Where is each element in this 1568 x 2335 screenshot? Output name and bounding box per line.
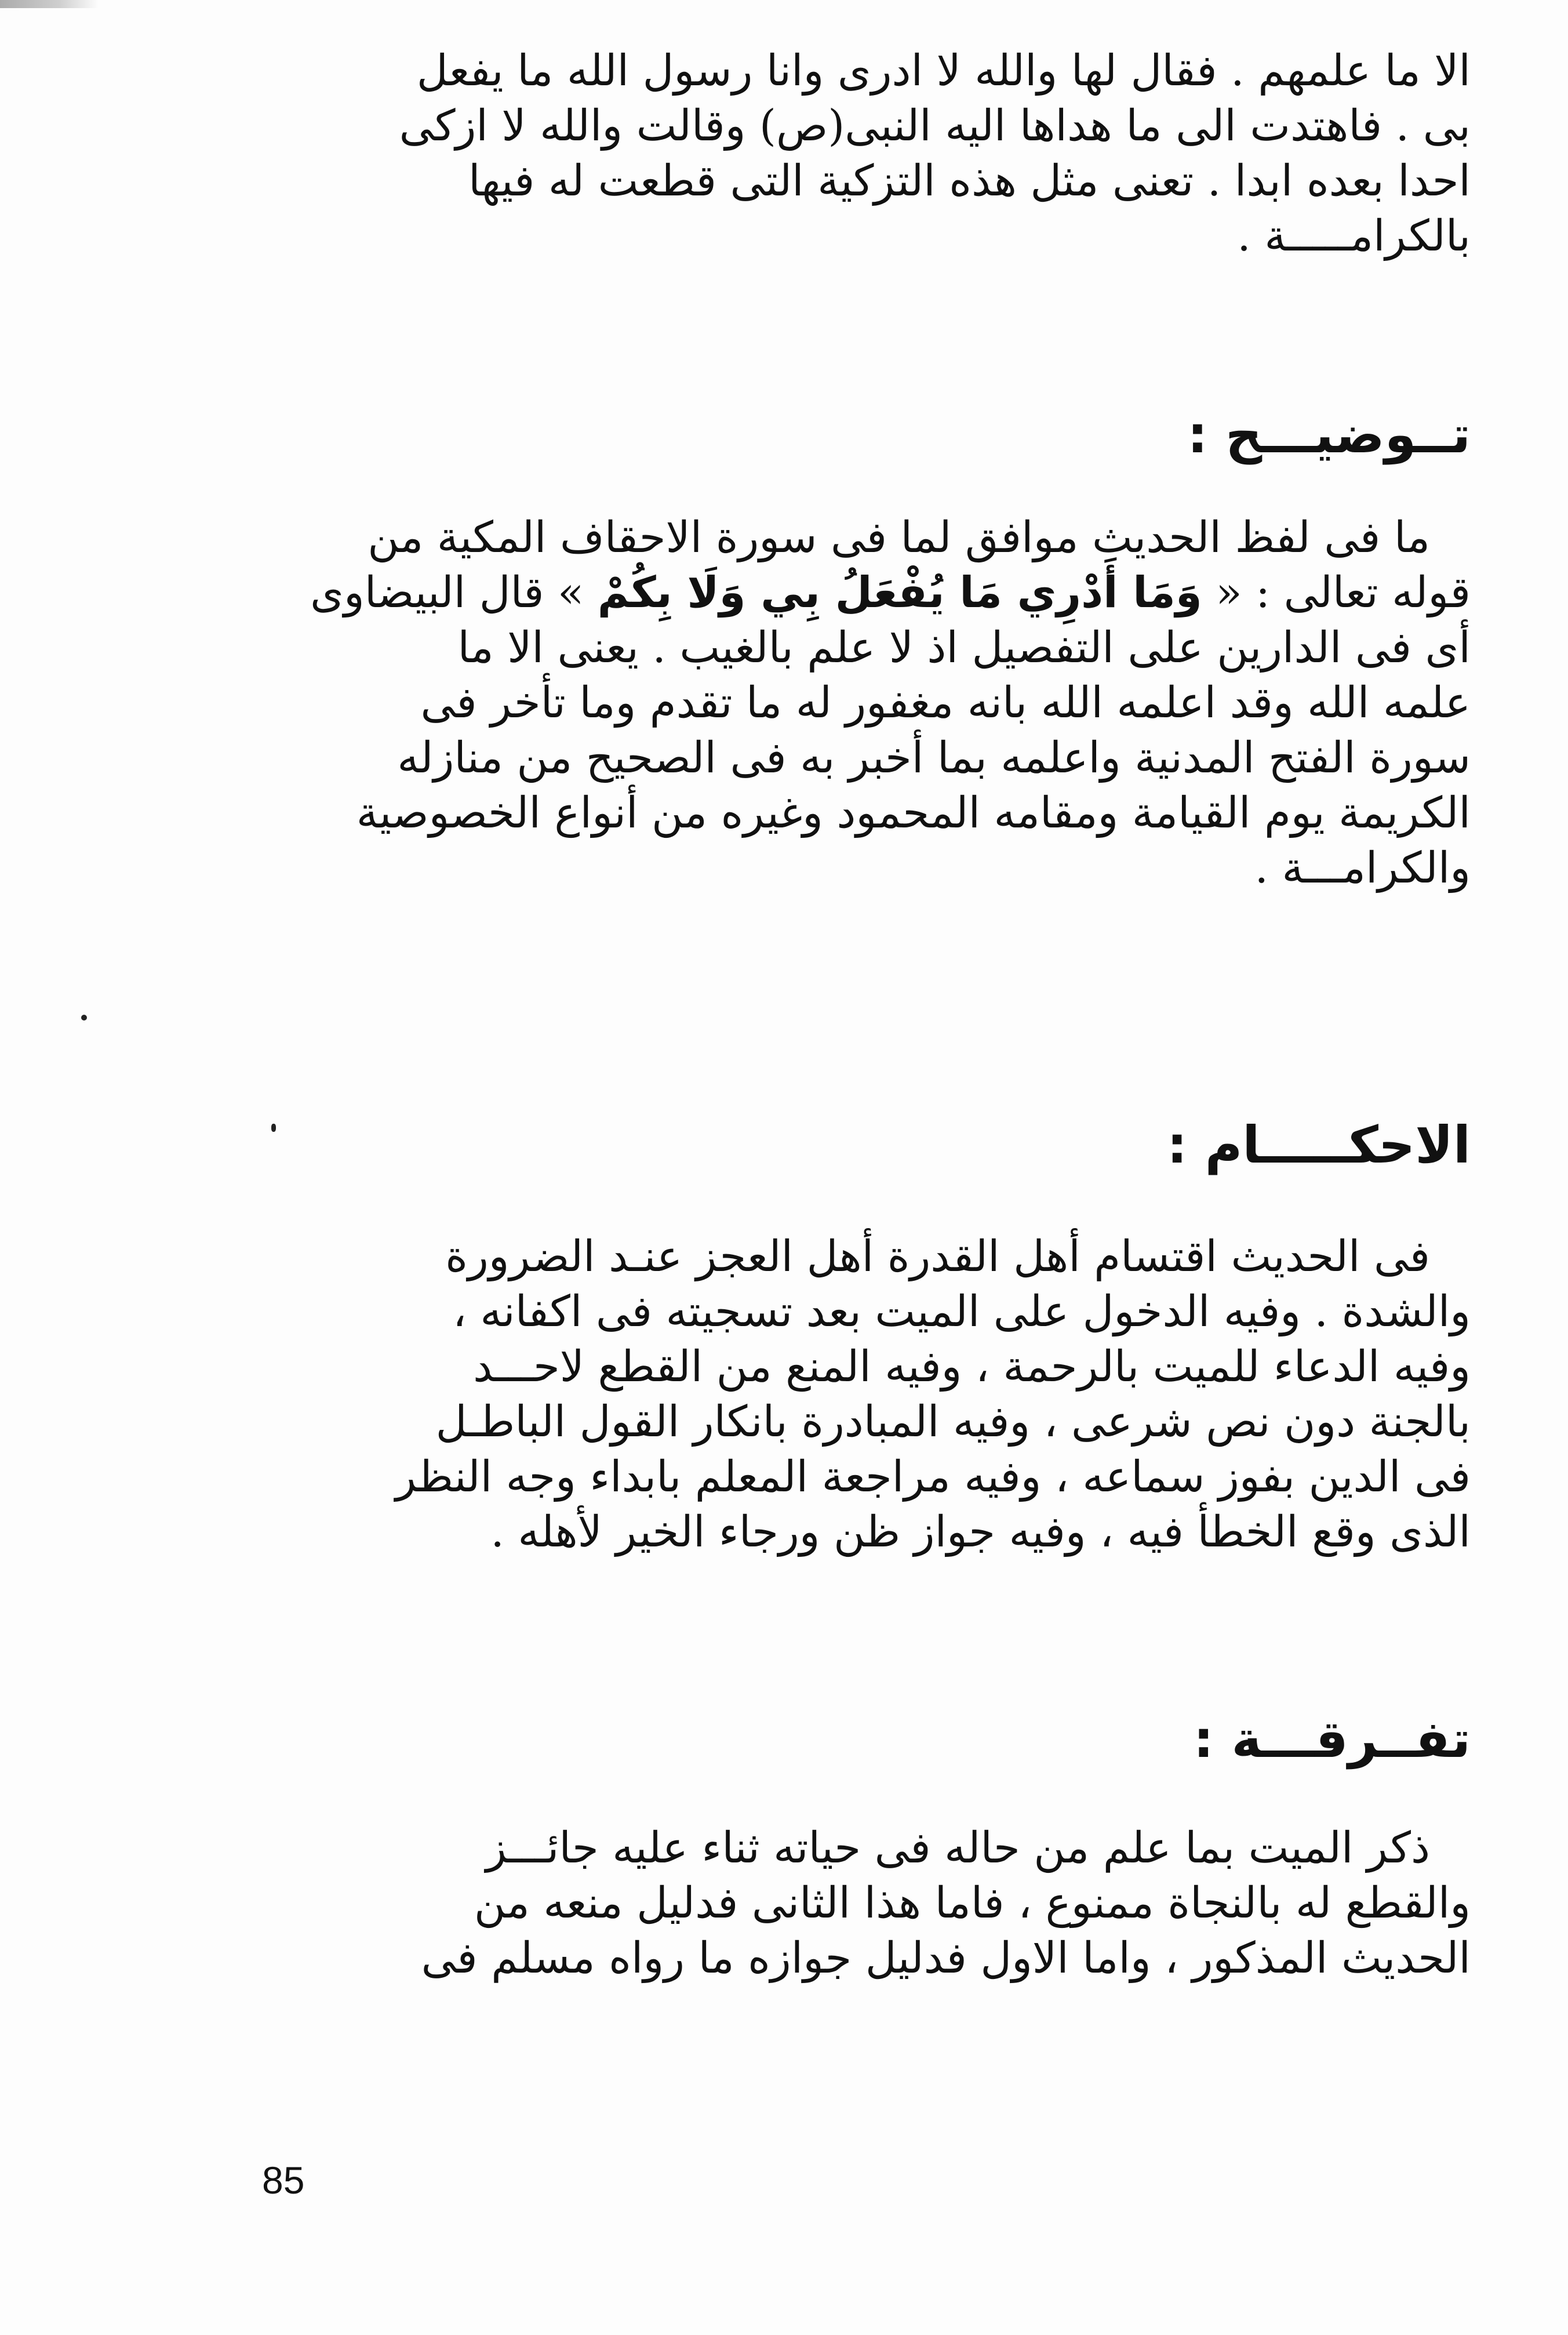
text-line: بالجنة دون نص شرعى ، وفيه المبادرة بانكار القول الباطـل bbox=[435, 1397, 1471, 1447]
text-line: سورة الفتح المدنية واعلمه بما أخبر به فى الصحيح من منازله bbox=[397, 733, 1471, 783]
text-line: والكرامـــة . bbox=[1254, 843, 1471, 893]
page-number: 85 bbox=[262, 2159, 305, 2202]
text-line: فى الدين بفوز سماعه ، وفيه مراجعة المعلم بابداء وجه النظر bbox=[395, 1452, 1471, 1502]
text-line: ذكر الميت بما علم من حاله فى حياته ثناء عليه جائـــز bbox=[485, 1823, 1430, 1873]
text-line: والقطع له بالنجاة ممنوع ، فاما هذا الثانى فدليل منعه من bbox=[474, 1878, 1471, 1928]
text-line: ما فى لفظ الحديث موافق لما فى سورة الاحقاف المكية من bbox=[368, 513, 1430, 562]
text-line: الا ما علمهم . فقال لها والله لا ادرى وانا رسول الله ما يفعل bbox=[416, 46, 1471, 96]
heading-clarification: تــوضيـــح : bbox=[1187, 405, 1471, 464]
verse-intro: قوله تعالى : « bbox=[1216, 568, 1471, 618]
scan-speck bbox=[81, 1015, 87, 1021]
paragraph-2 bbox=[152, 510, 1471, 896]
text-line: والشدة . وفيه الدخول على الميت بعد تسجيته فى اكفانه ، bbox=[452, 1287, 1471, 1337]
text-line: علمه الله وقد اعلمه الله بانه مغفور له ما تقدم وما تأخر فى bbox=[420, 678, 1471, 728]
heading-distinction: تفــرقـــة : bbox=[1193, 1709, 1471, 1769]
paragraph-1 bbox=[152, 43, 1471, 264]
text-line: بالكرامـــــة . bbox=[1237, 211, 1471, 261]
text-line: الذى وقع الخطأ فيه ، وفيه جواز ظن ورجاء الخير لأهله . bbox=[490, 1507, 1471, 1557]
text-line: احدا بعده ابدا . تعنى مثل هذه التزكية التى قطعت له فيها bbox=[468, 156, 1471, 206]
scan-edge-mark bbox=[0, 0, 99, 8]
text-line-with-verse bbox=[152, 565, 1471, 620]
quran-verse: وَمَا أَدْرِي مَا يُفْعَلُ بِي وَلَا بِكُمْ bbox=[597, 568, 1202, 618]
paragraph-3 bbox=[152, 1229, 1471, 1560]
text-line: الحديث المذكور ، واما الاول فدليل جوازه ما رواه مسلم فى bbox=[421, 1933, 1471, 1983]
text-line: بى . فاهتدت الى ما هداها اليه النبى(ص) وقالت والله لا ازكى bbox=[399, 101, 1471, 151]
text-line: الكريمة يوم القيامة ومقامه المحمود وغيره من أنواع الخصوصية bbox=[356, 788, 1471, 838]
heading-rulings: الاحكـــــام : bbox=[1166, 1115, 1471, 1175]
text-line: أى فى الدارين على التفصيل اذ لا علم بالغيب . يعنى الا ما bbox=[457, 623, 1471, 673]
text-line: وفيه الدعاء للميت بالرحمة ، وفيه المنع من القطع لاحـــد bbox=[473, 1342, 1471, 1392]
verse-outro: » قال البيضاوى bbox=[310, 568, 584, 618]
text-line: فى الحديث اقتسام أهل القدرة أهل العجز عنـد الضرورة bbox=[445, 1232, 1430, 1281]
paragraph-4 bbox=[152, 1821, 1471, 1986]
scan-speck bbox=[271, 1124, 276, 1132]
